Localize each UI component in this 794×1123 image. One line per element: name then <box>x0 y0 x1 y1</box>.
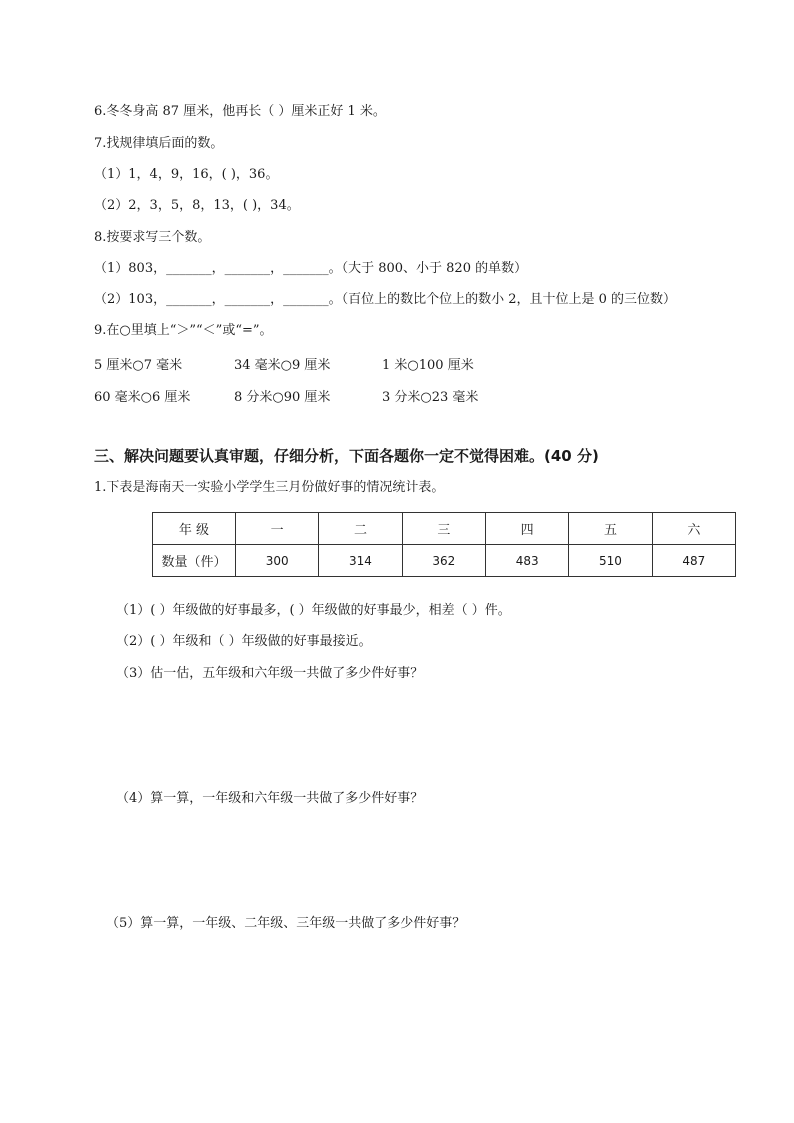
table-header-label: 年 级 <box>153 513 236 545</box>
question-7-title: 7.找规律填后面的数。 <box>94 136 224 151</box>
grade-cell: 五 <box>569 513 652 545</box>
compare-item: 1 米○100 厘米 <box>382 358 474 373</box>
section-3-title: 三、解决问题要认真审题，仔细分析，下面各题你一定不觉得困难。(40 分) <box>94 447 599 465</box>
grade-cell: 四 <box>485 513 568 545</box>
compare-item: 34 毫米○9 厘米 <box>234 358 331 373</box>
count-cell: 362 <box>402 545 485 577</box>
count-cell: 300 <box>236 545 319 577</box>
sub-question-4: （4）算一算，一年级和六年级一共做了多少件好事？ <box>116 791 424 806</box>
grade-cell: 六 <box>652 513 735 545</box>
count-cell: 487 <box>652 545 735 577</box>
count-cell: 483 <box>485 545 568 577</box>
count-cell: 314 <box>319 545 402 577</box>
table-row <box>153 545 736 577</box>
compare-item: 60 毫米○6 厘米 <box>94 390 191 405</box>
count-cell: 510 <box>569 545 652 577</box>
question-7-item-1: （1）1，4，9，16，( )，36。 <box>94 167 279 182</box>
grade-cell: 一 <box>236 513 319 545</box>
good-deeds-table <box>152 512 736 577</box>
grade-cell: 三 <box>402 513 485 545</box>
compare-item: 8 分米○90 厘米 <box>234 390 331 405</box>
section-3-question-1-intro: 1.下表是海南天一实验小学学生三月份做好事的情况统计表。 <box>94 480 445 495</box>
sub-question-2: （2）( ）年级和（ ）年级做的好事最接近。 <box>116 634 372 649</box>
question-8-item-1: （1）803，_______，_______，_______。（大于 800、小于 820 的单数） <box>94 261 528 276</box>
sub-question-1: （1）( ）年级做的好事最多，( ）年级做的好事最少，相差（ ）件。 <box>116 603 511 618</box>
compare-item: 3 分米○23 毫米 <box>382 390 479 405</box>
table-row <box>153 513 736 545</box>
question-9-title: 9.在○里填上“＞”“＜”或“=”。 <box>94 323 273 338</box>
question-6: 6.冬冬身高 87 厘米，他再长（ ）厘米正好 1 米。 <box>94 104 386 119</box>
compare-item: 5 厘米○7 毫米 <box>94 358 183 373</box>
question-7-item-2: （2）2，3，5，8，13，( )，34。 <box>94 198 300 213</box>
grade-cell: 二 <box>319 513 402 545</box>
question-8-title: 8.按要求写三个数。 <box>94 230 211 245</box>
table-row-label: 数量（件） <box>153 545 236 577</box>
sub-question-3: （3）估一估，五年级和六年级一共做了多少件好事？ <box>116 666 424 681</box>
question-8-item-2: （2）103，_______，_______，_______。（百位上的数比个位上的数小 2，且十位上是 0 的三位数） <box>94 292 677 307</box>
sub-question-5: （5）算一算，一年级、二年级、三年级一共做了多少件好事？ <box>106 916 466 931</box>
